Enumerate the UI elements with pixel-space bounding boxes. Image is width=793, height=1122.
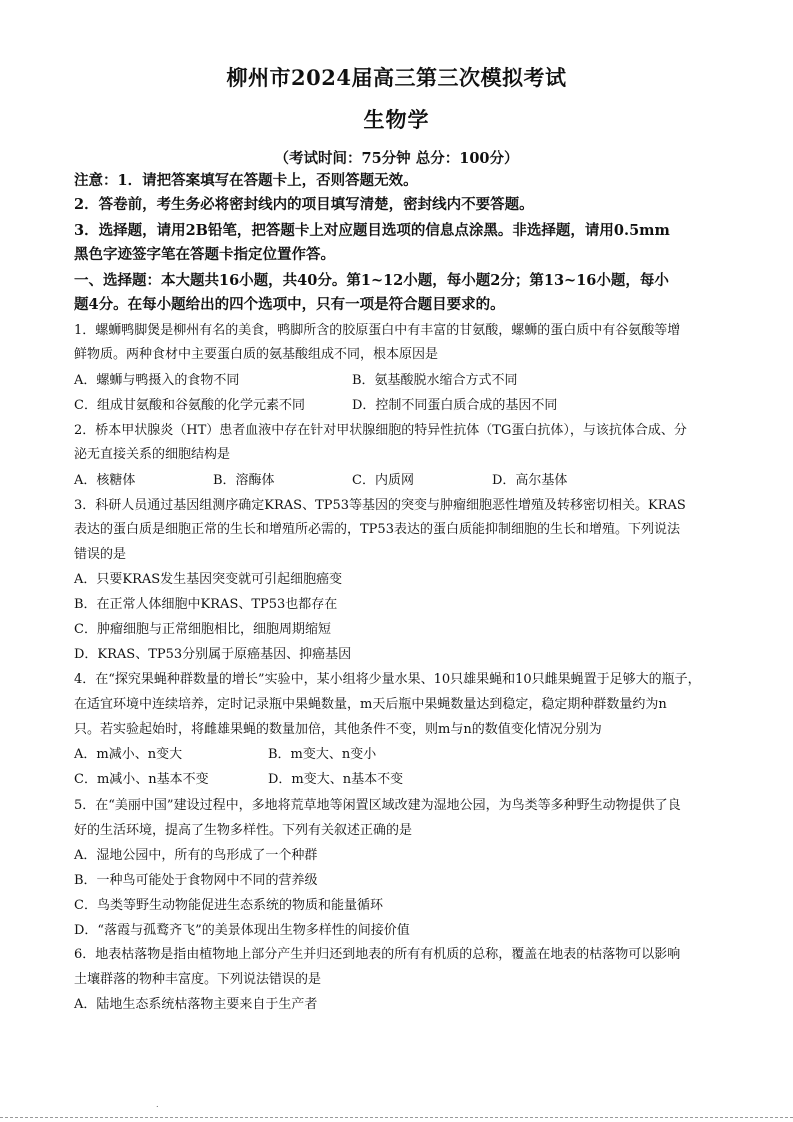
q1-stem-line-2: 鲜物质。两种食材中主要蛋白质的氨基酸组成不同，根本原因是 [74, 347, 439, 362]
q4-stem-line-2: 在适宜环境中连续培养，定时记录瓶中果蝇数量，m天后瓶中果蝇数量达到稳定，稳定期种群数量约为n [74, 697, 667, 712]
q4-option-c: C．m减小、n基本不变 [74, 772, 209, 787]
exam-title: 柳州市2024届高三第三次模拟考试 [226, 65, 567, 90]
q5-option-c: C．鸟类等野生动物能促进生态系统的物质和能量循环 [74, 898, 383, 913]
q4-option-b: B．m变大、n变小 [268, 747, 377, 762]
subject-title: 生物学 [363, 107, 430, 132]
q3-option-a: A．只要KRAS发生基因突变就可引起细胞癌变 [74, 572, 343, 587]
section-heading-line-2: 题4分。在每小题给出的四个选项中，只有一项是符合题目要求的。 [74, 296, 505, 313]
q1-option-a: A．螺蛳与鸭摄入的食物不同 [74, 373, 240, 388]
q2-option-a: A．核糖体 [74, 473, 136, 488]
q3-option-c: C．肿瘤细胞与正常细胞相比，细胞周期缩短 [74, 622, 331, 637]
q2-stem-line-1: 2．桥本甲状腺炎（HT）患者血液中存在针对甲状腺细胞的特异性抗体（TG蛋白抗体），与该抗体合成、分 [74, 423, 687, 438]
q3-stem-line-1: 3．科研人员通过基因组测序确定KRAS、TP53等基因的突变与肿瘤细胞恶性增殖及转移密切相关。KRAS [74, 498, 686, 513]
q2-option-b: B．溶酶体 [213, 473, 275, 488]
exam-time-score: （考试时间：75分钟 总分：100分） [274, 150, 519, 167]
q4-option-a: A．m减小、n变大 [74, 747, 183, 762]
note-3-cont: 黑色字迹签字笔在答题卡指定位置作答。 [74, 246, 335, 263]
q5-option-d: D．“落霞与孤鹜齐飞”的美景体现出生物多样性的间接价值 [74, 923, 410, 938]
q3-stem-line-2: 表达的蛋白质是细胞正常的生长和增殖所必需的，TP53表达的蛋白质能抑制细胞的生长和增殖。下列说法 [74, 522, 680, 537]
q6-stem-line-1: 6．地表枯落物是指由植物地上部分产生并归还到地表的所有有机质的总称，覆盖在地表的枯落物可以影响 [74, 947, 681, 962]
note-2: 2．答卷前，考生务必将密封线内的项目填写清楚，密封线内不要答题。 [74, 196, 534, 213]
q4-stem-line-3: 只。若实验起始时，将雌雄果蝇的数量加倍，其他条件不变，则m与n的数值变化情况分别为 [74, 722, 602, 737]
q4-option-d: D．m变大、n基本不变 [268, 772, 404, 787]
q2-stem-line-2: 泌无直接关系的细胞结构是 [74, 447, 231, 462]
q5-option-b: B．一种鸟可能处于食物网中不同的营养级 [74, 873, 318, 888]
q5-stem-line-1: 5．在“美丽中国”建设过程中，多地将荒草地等闲置区域改建为湿地公园，为鸟类等多种野生动物提供了良 [74, 798, 681, 813]
q6-stem-line-2: 土壤群落的物种丰富度。下列说法错误的是 [74, 972, 322, 987]
q1-option-d: D．控制不同蛋白质合成的基因不同 [352, 398, 558, 413]
footer-mark: . [156, 1100, 159, 1109]
q2-option-d: D．高尔基体 [492, 473, 568, 488]
note-1: 注意：1．请把答案填写在答题卡上，否则答题无效。 [74, 172, 418, 189]
q5-stem-line-2: 好的生活环境，提高了生物多样性。下列有关叙述正确的是 [74, 823, 413, 838]
q2-option-c: C．内质网 [352, 473, 414, 488]
q3-option-d: D．KRAS、TP53分别属于原癌基因、抑癌基因 [74, 647, 352, 662]
q3-stem-line-3: 错误的是 [74, 547, 127, 562]
bottom-divider [0, 1117, 793, 1118]
q1-option-c: C．组成甘氨酸和谷氨酸的化学元素不同 [74, 398, 305, 413]
q1-stem-line-1: 1．螺蛳鸭脚煲是柳州有名的美食，鸭脚所含的胶原蛋白中有丰富的甘氨酸，螺蛳的蛋白质中有谷氨酸等增 [74, 323, 681, 338]
q5-option-a: A．湿地公园中，所有的鸟形成了一个种群 [74, 848, 318, 863]
q6-option-a: A．陆地生态系统枯落物主要来自于生产者 [74, 997, 318, 1012]
q4-stem-line-1: 4．在“探究果蝇种群数量的增长”实验中，某小组将少量水果、10只雄果蝇和10只雌果蝇置于足够大的瓶子， [74, 672, 701, 687]
q3-option-b: B．在正常人体细胞中KRAS、TP53也都存在 [74, 597, 338, 612]
note-3: 3．选择题，请用2B铅笔，把答题卡上对应题目选项的信息点涂黑。非选择题，请用0.5mm [74, 222, 670, 239]
q1-option-b: B．氨基酸脱水缩合方式不同 [352, 373, 518, 388]
section-heading-line-1: 一、选择题：本大题共16小题，共40分。第1~12小题，每小题2分；第13~16小题，每小 [74, 272, 669, 289]
